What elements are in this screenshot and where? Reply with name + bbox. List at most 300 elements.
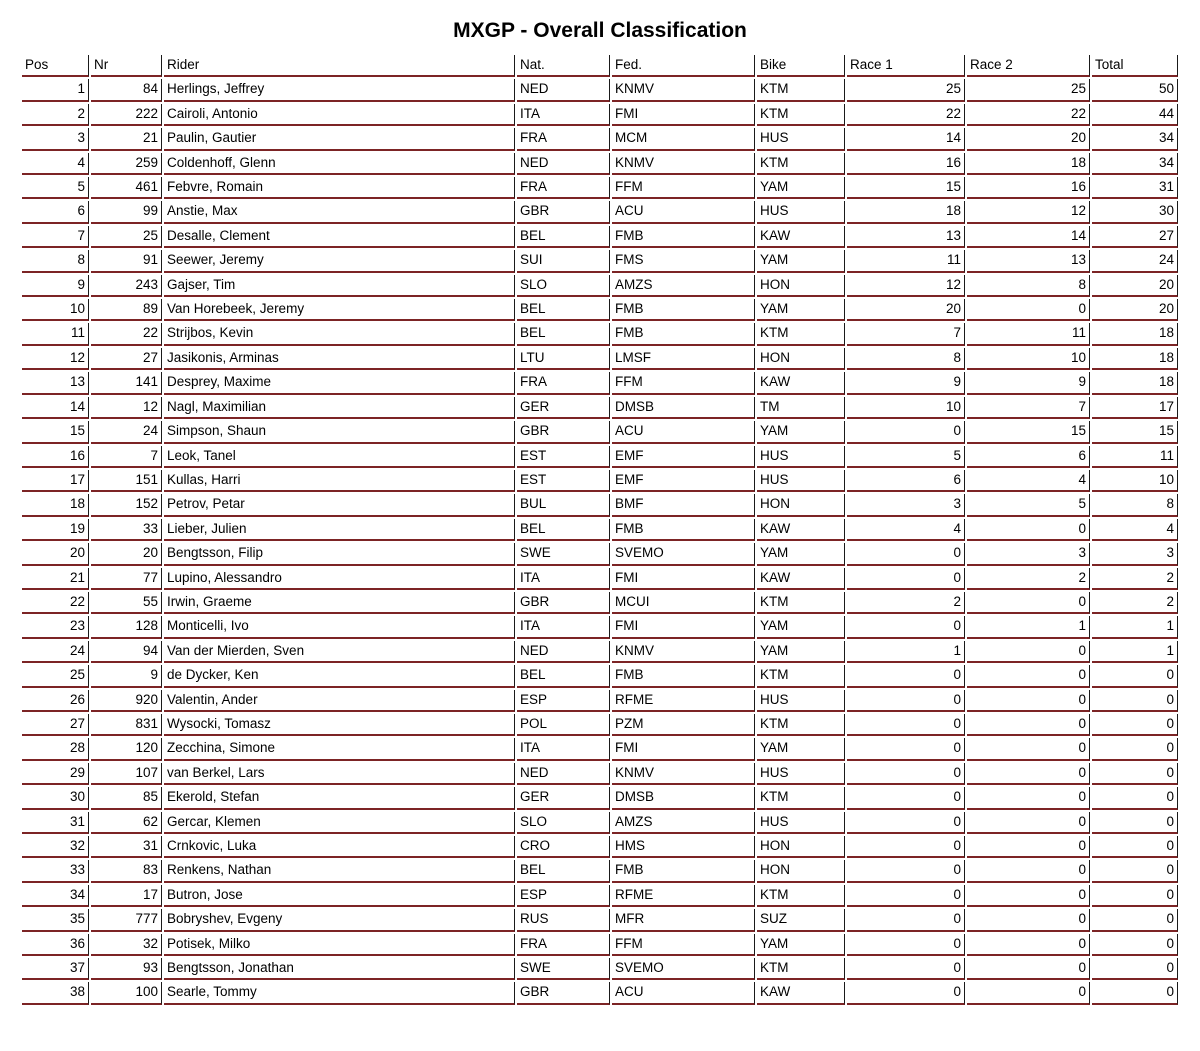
cell-rider: Simpson, Shaun [164, 421, 515, 443]
cell-fed: MCUI [612, 592, 755, 614]
cell-nr: 89 [91, 299, 162, 321]
cell-nat: BEL [517, 323, 610, 345]
cell-nr: 100 [91, 982, 162, 1004]
cell-pos: 38 [22, 982, 89, 1004]
cell-total: 18 [1092, 348, 1178, 370]
cell-nr: 243 [91, 275, 162, 297]
cell-race2: 0 [967, 909, 1090, 931]
cell-race2: 4 [967, 470, 1090, 492]
cell-nr: 20 [91, 543, 162, 565]
cell-fed: KNMV [612, 641, 755, 663]
cell-fed: FMB [612, 226, 755, 248]
cell-total: 0 [1092, 836, 1178, 858]
cell-nat: FRA [517, 128, 610, 150]
cell-race2: 7 [967, 397, 1090, 419]
cell-fed: FMB [612, 665, 755, 687]
cell-rider: Valentin, Ander [164, 690, 515, 712]
cell-race1: 0 [847, 665, 965, 687]
cell-bike: YAM [757, 616, 845, 638]
cell-total: 50 [1092, 79, 1178, 101]
cell-bike: HON [757, 275, 845, 297]
cell-race2: 0 [967, 738, 1090, 760]
cell-total: 27 [1092, 226, 1178, 248]
cell-nr: 7 [91, 446, 162, 468]
cell-fed: ACU [612, 421, 755, 443]
cell-rider: Zecchina, Simone [164, 738, 515, 760]
table-row [22, 982, 1178, 1004]
cell-total: 0 [1092, 738, 1178, 760]
cell-nr: 21 [91, 128, 162, 150]
cell-bike: YAM [757, 738, 845, 760]
cell-nat: ESP [517, 885, 610, 907]
cell-race1: 0 [847, 421, 965, 443]
cell-rider: Coldenhoff, Glenn [164, 153, 515, 175]
table-row [22, 250, 1178, 272]
cell-race1: 5 [847, 446, 965, 468]
cell-race1: 11 [847, 250, 965, 272]
cell-bike: KTM [757, 665, 845, 687]
cell-fed: DMSB [612, 787, 755, 809]
cell-nat: ITA [517, 104, 610, 126]
cell-race2: 0 [967, 934, 1090, 956]
cell-rider: Herlings, Jeffrey [164, 79, 515, 101]
cell-bike: KAW [757, 982, 845, 1004]
cell-nat: RUS [517, 909, 610, 931]
cell-rider: Van der Mierden, Sven [164, 641, 515, 663]
cell-race2: 13 [967, 250, 1090, 272]
cell-nat: NED [517, 641, 610, 663]
cell-nat: BEL [517, 665, 610, 687]
cell-fed: RFME [612, 885, 755, 907]
cell-total: 11 [1092, 446, 1178, 468]
cell-nat: SUI [517, 250, 610, 272]
table-row [22, 641, 1178, 663]
cell-nat: BEL [517, 519, 610, 541]
cell-rider: Crnkovic, Luka [164, 836, 515, 858]
cell-race1: 0 [847, 763, 965, 785]
cell-nat: NED [517, 763, 610, 785]
cell-race2: 0 [967, 982, 1090, 1004]
cell-race2: 0 [967, 714, 1090, 736]
table-row [22, 934, 1178, 956]
cell-pos: 10 [22, 299, 89, 321]
cell-race1: 20 [847, 299, 965, 321]
cell-pos: 16 [22, 446, 89, 468]
cell-nat: SLO [517, 275, 610, 297]
cell-pos: 29 [22, 763, 89, 785]
cell-nat: NED [517, 153, 610, 175]
cell-race2: 0 [967, 690, 1090, 712]
cell-race2: 15 [967, 421, 1090, 443]
cell-fed: KNMV [612, 79, 755, 101]
cell-fed: SVEMO [612, 543, 755, 565]
cell-rider: Desalle, Clement [164, 226, 515, 248]
cell-nat: FRA [517, 177, 610, 199]
cell-race2: 0 [967, 836, 1090, 858]
cell-total: 0 [1092, 812, 1178, 834]
cell-total: 15 [1092, 421, 1178, 443]
cell-total: 20 [1092, 275, 1178, 297]
cell-race2: 2 [967, 568, 1090, 590]
cell-fed: KNMV [612, 763, 755, 785]
cell-race2: 8 [967, 275, 1090, 297]
cell-race1: 7 [847, 323, 965, 345]
cell-nat: NED [517, 79, 610, 101]
cell-fed: FMB [612, 299, 755, 321]
cell-nr: 920 [91, 690, 162, 712]
cell-nr: 107 [91, 763, 162, 785]
cell-total: 8 [1092, 494, 1178, 516]
cell-bike: HUS [757, 446, 845, 468]
table-row [22, 494, 1178, 516]
cell-pos: 31 [22, 812, 89, 834]
cell-nr: 152 [91, 494, 162, 516]
cell-nr: 85 [91, 787, 162, 809]
cell-bike: KTM [757, 885, 845, 907]
cell-bike: KTM [757, 958, 845, 980]
table-row [22, 592, 1178, 614]
cell-race2: 0 [967, 592, 1090, 614]
table-row [22, 763, 1178, 785]
cell-rider: Wysocki, Tomasz [164, 714, 515, 736]
cell-nat: GBR [517, 421, 610, 443]
cell-nr: 128 [91, 616, 162, 638]
cell-total: 0 [1092, 934, 1178, 956]
cell-nr: 22 [91, 323, 162, 345]
cell-fed: LMSF [612, 348, 755, 370]
cell-pos: 36 [22, 934, 89, 956]
table-row [22, 299, 1178, 321]
cell-total: 20 [1092, 299, 1178, 321]
cell-race1: 0 [847, 568, 965, 590]
cell-rider: Anstie, Max [164, 201, 515, 223]
cell-bike: HUS [757, 690, 845, 712]
cell-nat: ITA [517, 568, 610, 590]
cell-bike: HUS [757, 812, 845, 834]
cell-pos: 4 [22, 153, 89, 175]
cell-rider: Bengtsson, Filip [164, 543, 515, 565]
cell-race1: 15 [847, 177, 965, 199]
cell-nat: SLO [517, 812, 610, 834]
cell-rider: Ekerold, Stefan [164, 787, 515, 809]
cell-bike: KTM [757, 714, 845, 736]
cell-pos: 17 [22, 470, 89, 492]
cell-bike: KTM [757, 79, 845, 101]
cell-total: 4 [1092, 519, 1178, 541]
cell-bike: TM [757, 397, 845, 419]
cell-race1: 0 [847, 860, 965, 882]
cell-race2: 1 [967, 616, 1090, 638]
cell-nat: GBR [517, 982, 610, 1004]
cell-nr: 9 [91, 665, 162, 687]
cell-nat: GER [517, 397, 610, 419]
cell-total: 0 [1092, 958, 1178, 980]
table-row [22, 372, 1178, 394]
cell-rider: Van Horebeek, Jeremy [164, 299, 515, 321]
table-row [22, 201, 1178, 223]
table-row [22, 519, 1178, 541]
cell-nat: ITA [517, 616, 610, 638]
cell-race1: 6 [847, 470, 965, 492]
cell-fed: FMI [612, 616, 755, 638]
cell-bike: YAM [757, 299, 845, 321]
table-row [22, 616, 1178, 638]
cell-race1: 3 [847, 494, 965, 516]
cell-race1: 0 [847, 738, 965, 760]
cell-race2: 10 [967, 348, 1090, 370]
cell-nr: 31 [91, 836, 162, 858]
cell-fed: SVEMO [612, 958, 755, 980]
cell-bike: YAM [757, 421, 845, 443]
cell-total: 34 [1092, 128, 1178, 150]
cell-race2: 11 [967, 323, 1090, 345]
column-header-total: Total [1092, 55, 1178, 77]
cell-nr: 151 [91, 470, 162, 492]
cell-fed: FMI [612, 738, 755, 760]
table-row [22, 812, 1178, 834]
cell-rider: Gajser, Tim [164, 275, 515, 297]
cell-rider: Irwin, Graeme [164, 592, 515, 614]
cell-nr: 222 [91, 104, 162, 126]
cell-nr: 93 [91, 958, 162, 980]
cell-total: 30 [1092, 201, 1178, 223]
cell-pos: 6 [22, 201, 89, 223]
cell-race2: 0 [967, 812, 1090, 834]
cell-race2: 14 [967, 226, 1090, 248]
cell-fed: ACU [612, 982, 755, 1004]
table-row [22, 79, 1178, 101]
cell-race1: 4 [847, 519, 965, 541]
page-title: MXGP - Overall Classification [453, 19, 747, 42]
cell-fed: KNMV [612, 153, 755, 175]
table-row [22, 860, 1178, 882]
cell-total: 0 [1092, 690, 1178, 712]
table-row [22, 153, 1178, 175]
cell-total: 0 [1092, 885, 1178, 907]
cell-fed: FMI [612, 104, 755, 126]
cell-fed: FFM [612, 934, 755, 956]
table-row [22, 958, 1178, 980]
cell-race1: 16 [847, 153, 965, 175]
cell-race1: 0 [847, 616, 965, 638]
cell-bike: KAW [757, 372, 845, 394]
cell-race2: 3 [967, 543, 1090, 565]
cell-race1: 0 [847, 934, 965, 956]
cell-race2: 0 [967, 519, 1090, 541]
cell-total: 0 [1092, 909, 1178, 931]
cell-race2: 20 [967, 128, 1090, 150]
cell-rider: Febvre, Romain [164, 177, 515, 199]
cell-nr: 62 [91, 812, 162, 834]
cell-nr: 259 [91, 153, 162, 175]
column-header-nr: Nr [91, 55, 162, 77]
cell-pos: 27 [22, 714, 89, 736]
table-row [22, 470, 1178, 492]
cell-bike: SUZ [757, 909, 845, 931]
cell-pos: 2 [22, 104, 89, 126]
column-header-race2: Race 2 [967, 55, 1090, 77]
cell-fed: HMS [612, 836, 755, 858]
cell-race2: 0 [967, 787, 1090, 809]
cell-fed: ACU [612, 201, 755, 223]
cell-pos: 12 [22, 348, 89, 370]
cell-fed: RFME [612, 690, 755, 712]
cell-race1: 0 [847, 812, 965, 834]
cell-pos: 35 [22, 909, 89, 931]
cell-fed: FMB [612, 860, 755, 882]
cell-race1: 1 [847, 641, 965, 663]
cell-nat: FRA [517, 934, 610, 956]
cell-rider: Jasikonis, Arminas [164, 348, 515, 370]
table-row [22, 128, 1178, 150]
cell-bike: KTM [757, 104, 845, 126]
cell-nr: 32 [91, 934, 162, 956]
column-header-nat: Nat. [517, 55, 610, 77]
cell-race1: 0 [847, 982, 965, 1004]
cell-fed: EMF [612, 470, 755, 492]
cell-fed: FFM [612, 372, 755, 394]
cell-pos: 14 [22, 397, 89, 419]
table-row [22, 568, 1178, 590]
cell-nat: CRO [517, 836, 610, 858]
cell-pos: 1 [22, 79, 89, 101]
cell-pos: 30 [22, 787, 89, 809]
cell-total: 0 [1092, 787, 1178, 809]
cell-nat: SWE [517, 543, 610, 565]
cell-fed: FMB [612, 323, 755, 345]
cell-rider: Leok, Tanel [164, 446, 515, 468]
table-row [22, 543, 1178, 565]
cell-race2: 9 [967, 372, 1090, 394]
cell-race2: 0 [967, 665, 1090, 687]
cell-race2: 16 [967, 177, 1090, 199]
cell-nat: SWE [517, 958, 610, 980]
cell-race1: 0 [847, 787, 965, 809]
cell-race1: 0 [847, 836, 965, 858]
cell-fed: BMF [612, 494, 755, 516]
cell-fed: EMF [612, 446, 755, 468]
cell-race1: 0 [847, 909, 965, 931]
cell-nr: 12 [91, 397, 162, 419]
table-row [22, 885, 1178, 907]
cell-nr: 55 [91, 592, 162, 614]
cell-race2: 0 [967, 763, 1090, 785]
cell-nr: 91 [91, 250, 162, 272]
cell-fed: DMSB [612, 397, 755, 419]
cell-total: 0 [1092, 714, 1178, 736]
table-row [22, 446, 1178, 468]
cell-race1: 9 [847, 372, 965, 394]
cell-total: 0 [1092, 665, 1178, 687]
cell-race1: 13 [847, 226, 965, 248]
cell-nat: BEL [517, 226, 610, 248]
cell-race1: 2 [847, 592, 965, 614]
cell-pos: 34 [22, 885, 89, 907]
cell-race1: 0 [847, 714, 965, 736]
cell-nat: GER [517, 787, 610, 809]
table-row [22, 177, 1178, 199]
cell-race2: 6 [967, 446, 1090, 468]
table-row [22, 323, 1178, 345]
cell-race1: 0 [847, 885, 965, 907]
cell-fed: AMZS [612, 812, 755, 834]
cell-total: 18 [1092, 323, 1178, 345]
cell-total: 44 [1092, 104, 1178, 126]
cell-bike: HON [757, 836, 845, 858]
cell-nr: 77 [91, 568, 162, 590]
cell-bike: YAM [757, 250, 845, 272]
cell-pos: 32 [22, 836, 89, 858]
cell-race2: 12 [967, 201, 1090, 223]
cell-race1: 14 [847, 128, 965, 150]
cell-nat: ESP [517, 690, 610, 712]
cell-nr: 94 [91, 641, 162, 663]
cell-rider: Lupino, Alessandro [164, 568, 515, 590]
cell-total: 2 [1092, 568, 1178, 590]
cell-nr: 461 [91, 177, 162, 199]
table-row [22, 665, 1178, 687]
cell-race1: 18 [847, 201, 965, 223]
cell-pos: 33 [22, 860, 89, 882]
cell-fed: MFR [612, 909, 755, 931]
column-header-rider: Rider [164, 55, 515, 77]
cell-nr: 831 [91, 714, 162, 736]
column-header-bike: Bike [757, 55, 845, 77]
cell-bike: KTM [757, 787, 845, 809]
cell-nat: EST [517, 446, 610, 468]
cell-rider: Petrov, Petar [164, 494, 515, 516]
cell-nat: GBR [517, 592, 610, 614]
cell-total: 1 [1092, 616, 1178, 638]
cell-pos: 22 [22, 592, 89, 614]
table-row [22, 836, 1178, 858]
column-header-fed: Fed. [612, 55, 755, 77]
cell-rider: Nagl, Maximilian [164, 397, 515, 419]
cell-rider: de Dycker, Ken [164, 665, 515, 687]
cell-nr: 120 [91, 738, 162, 760]
cell-pos: 23 [22, 616, 89, 638]
cell-race2: 22 [967, 104, 1090, 126]
cell-total: 18 [1092, 372, 1178, 394]
cell-pos: 37 [22, 958, 89, 980]
table-row [22, 421, 1178, 443]
cell-nat: POL [517, 714, 610, 736]
cell-pos: 5 [22, 177, 89, 199]
table-row [22, 714, 1178, 736]
cell-rider: Monticelli, Ivo [164, 616, 515, 638]
cell-nr: 777 [91, 909, 162, 931]
cell-race2: 0 [967, 299, 1090, 321]
cell-bike: HUS [757, 201, 845, 223]
table-row [22, 738, 1178, 760]
cell-nr: 17 [91, 885, 162, 907]
cell-fed: FMB [612, 519, 755, 541]
cell-race1: 0 [847, 543, 965, 565]
cell-pos: 21 [22, 568, 89, 590]
cell-bike: KAW [757, 568, 845, 590]
cell-nat: ITA [517, 738, 610, 760]
cell-race2: 0 [967, 641, 1090, 663]
cell-total: 24 [1092, 250, 1178, 272]
cell-race2: 18 [967, 153, 1090, 175]
cell-rider: Gercar, Klemen [164, 812, 515, 834]
cell-race1: 10 [847, 397, 965, 419]
cell-bike: KTM [757, 592, 845, 614]
cell-pos: 15 [22, 421, 89, 443]
cell-bike: YAM [757, 177, 845, 199]
cell-nr: 99 [91, 201, 162, 223]
cell-race1: 22 [847, 104, 965, 126]
